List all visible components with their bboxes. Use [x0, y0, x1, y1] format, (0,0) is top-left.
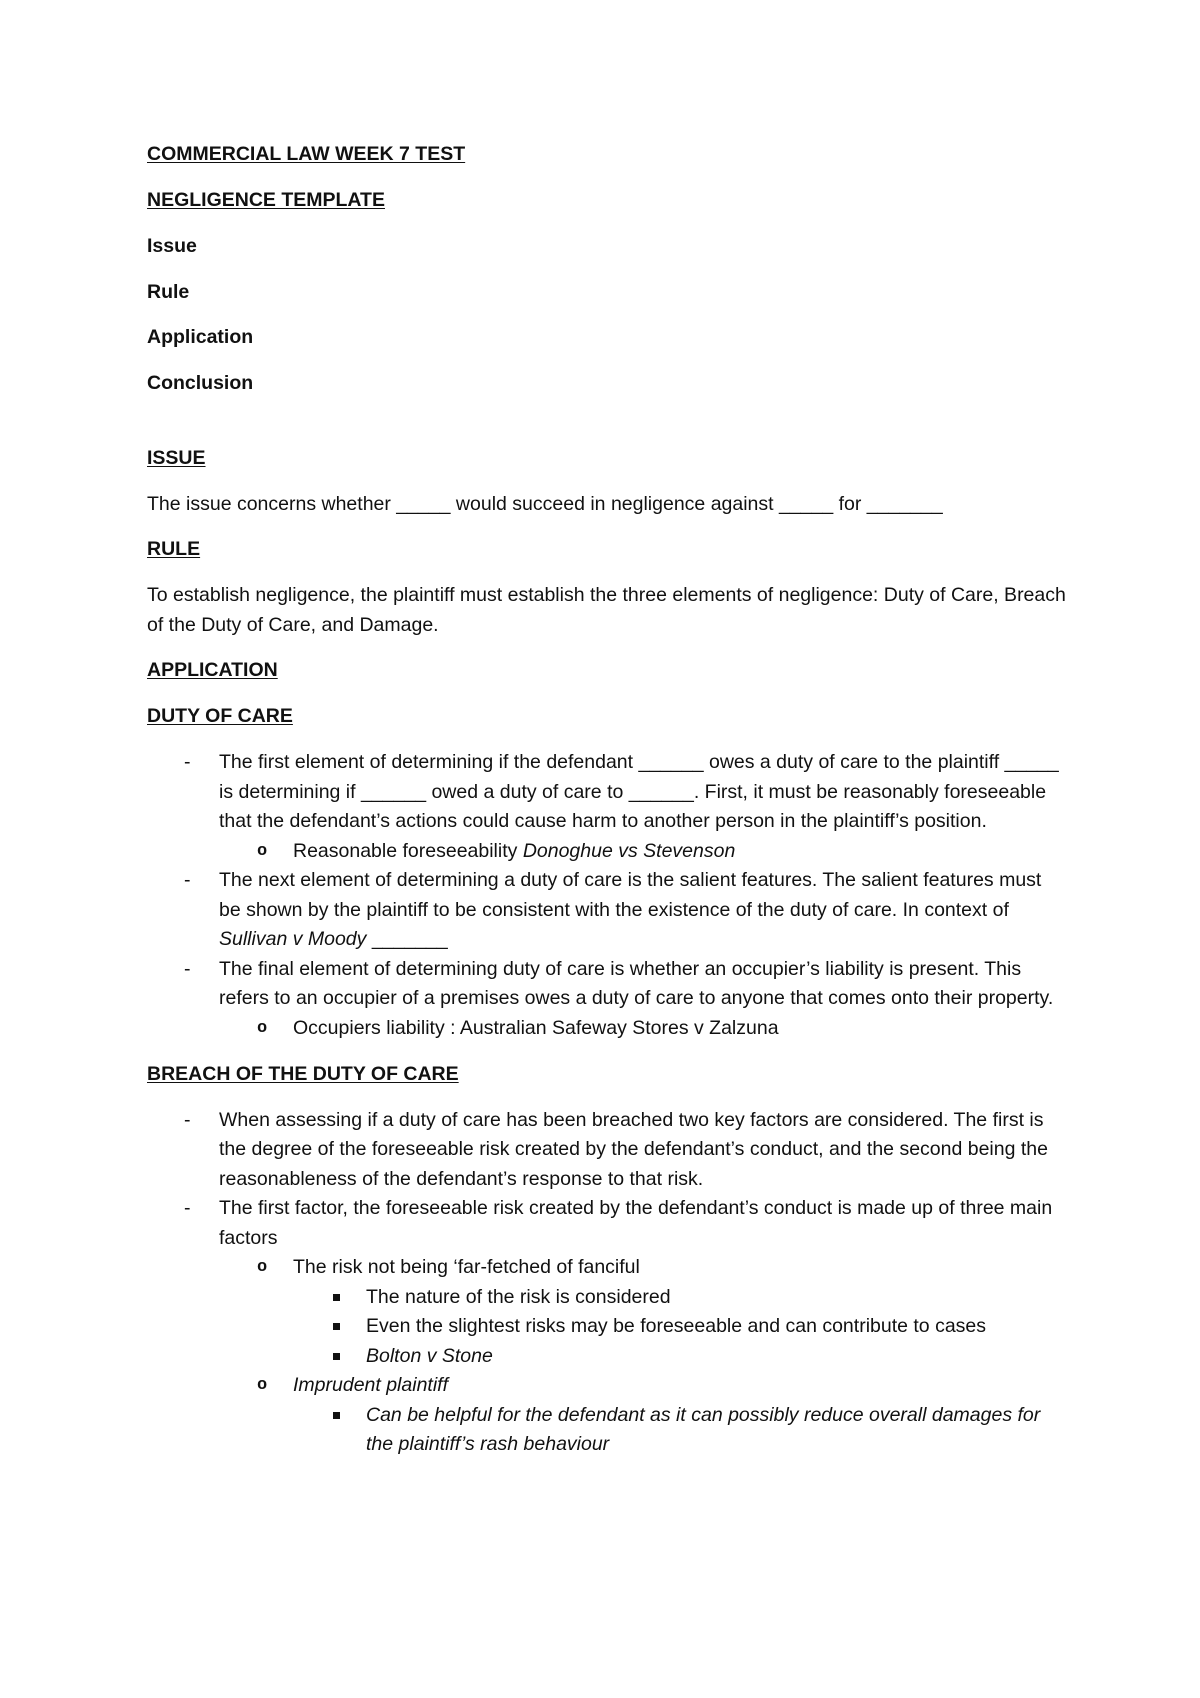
breach-sub-1 — [147, 1253, 1067, 1283]
duty-item-2-case: Sullivan v Moody — [219, 928, 367, 950]
square-bullet — [333, 1412, 340, 1419]
circle-bullet: o — [257, 841, 268, 861]
dash-bullet: - — [184, 957, 191, 980]
duty-item-2 — [147, 866, 1067, 955]
breach-item-2 — [147, 1194, 1067, 1253]
irac-application: Application — [147, 326, 254, 348]
breach-sub-1-point-text: Bolton v Stone — [366, 1344, 493, 1367]
dash-bullet: - — [184, 869, 191, 891]
duty-item-3-text: The final element of determining duty of care is whether an occupier’s liability is present. This refers to an occupier of a premises owes a duty of care to anyone that comes onto their property. — [219, 957, 1054, 1009]
square-bullet — [333, 1353, 340, 1360]
breach-sub-2-text: Imprudent plaintiff — [293, 1374, 449, 1396]
template-heading: NEGLIGENCE TEMPLATE — [147, 189, 385, 211]
circle-bullet: o — [257, 1018, 268, 1038]
document-title: COMMERCIAL LAW WEEK 7 TEST — [147, 143, 466, 165]
duty-item-3-sub — [147, 1014, 1067, 1044]
issue-text: The issue concerns whether _____ would succeed in negligence against _____ for _______ — [147, 492, 943, 515]
duty-item-3-sub-text: Occupiers liability : Australian Safeway Stores v Zalzuna — [293, 1016, 779, 1039]
breach-item-1 — [147, 1106, 1067, 1195]
duty-item-3 — [147, 955, 1067, 1014]
application-heading: APPLICATION — [147, 659, 278, 681]
duty-item-2-text: The next element of determining a duty of care is the salient features. The salient features must be shown by the plaintiff to be consistent with the existence of the duty of care. In context of — [219, 869, 1042, 921]
duty-item-1 — [147, 748, 1067, 837]
breach-sub-1-point — [147, 1342, 1067, 1372]
square-bullet — [333, 1294, 340, 1301]
rule-text: To establish negligence, the plaintiff must establish the three elements of negligence: Duty of Care, Breach of the Duty of Care, and Damage. — [147, 584, 1066, 636]
circle-bullet: o — [257, 1376, 268, 1395]
dash-bullet: - — [184, 751, 191, 773]
rule-heading: RULE — [147, 538, 201, 560]
duty-item-1-sub-case: Donoghue vs Stevenson — [522, 839, 736, 862]
duty-item-1-text: The first element of determining if the defendant ______ owes a duty of care to the plaintiff _____ is determining if ______ owed a duty of care to ______. First, it must be reasonably foreseeable that the defendant’s actions could cause harm to another person in the plaintiff’s position. — [219, 751, 1059, 832]
breach-item-1-text: When assessing if a duty of care has been breached two key factors are considered. The first is the degree of the foreseeable risk created by the defendant’s conduct, and the second being the reasonableness of the defendant’s response to that risk. — [219, 1108, 1048, 1190]
irac-issue: Issue — [147, 235, 197, 257]
dash-bullet: - — [184, 1108, 191, 1131]
breach-sub-2-point-text: Can be helpful for the defendant as it can possibly reduce overall damages for the plaintiff’s rash behaviour — [366, 1403, 1041, 1455]
breach-item-2-text: The first factor, the foreseeable risk created by the defendant’s conduct is made up of three main factors — [219, 1197, 1053, 1249]
breach-sub-1-point-text: The nature of the risk is considered — [366, 1285, 671, 1308]
circle-bullet: o — [257, 1258, 268, 1277]
breach-heading: BREACH OF THE DUTY OF CARE — [147, 1062, 459, 1085]
irac-conclusion: Conclusion — [147, 371, 254, 394]
square-bullet — [333, 1323, 340, 1330]
duty-of-care-heading: DUTY OF CARE — [147, 705, 293, 727]
duty-item-2-blank: _______ — [366, 928, 448, 950]
duty-item-1-sub-text: Reasonable foreseeability — [293, 839, 523, 862]
spacer — [147, 414, 1067, 444]
breach-sub-1-text: The risk not being ‘far-fetched of fanciful — [293, 1256, 640, 1278]
breach-sub-2-point — [147, 1401, 1067, 1460]
duty-item-1-sub — [147, 837, 1067, 867]
breach-sub-1-point — [147, 1312, 1067, 1342]
breach-sub-1-point — [147, 1283, 1067, 1313]
issue-heading: ISSUE — [147, 446, 206, 469]
document-body — [147, 140, 1067, 1460]
breach-sub-1-point-text: Even the slightest risks may be foreseeable and can contribute to cases — [366, 1315, 987, 1337]
dash-bullet: - — [184, 1197, 191, 1219]
irac-rule: Rule — [147, 280, 190, 303]
breach-sub-2 — [147, 1371, 1067, 1401]
